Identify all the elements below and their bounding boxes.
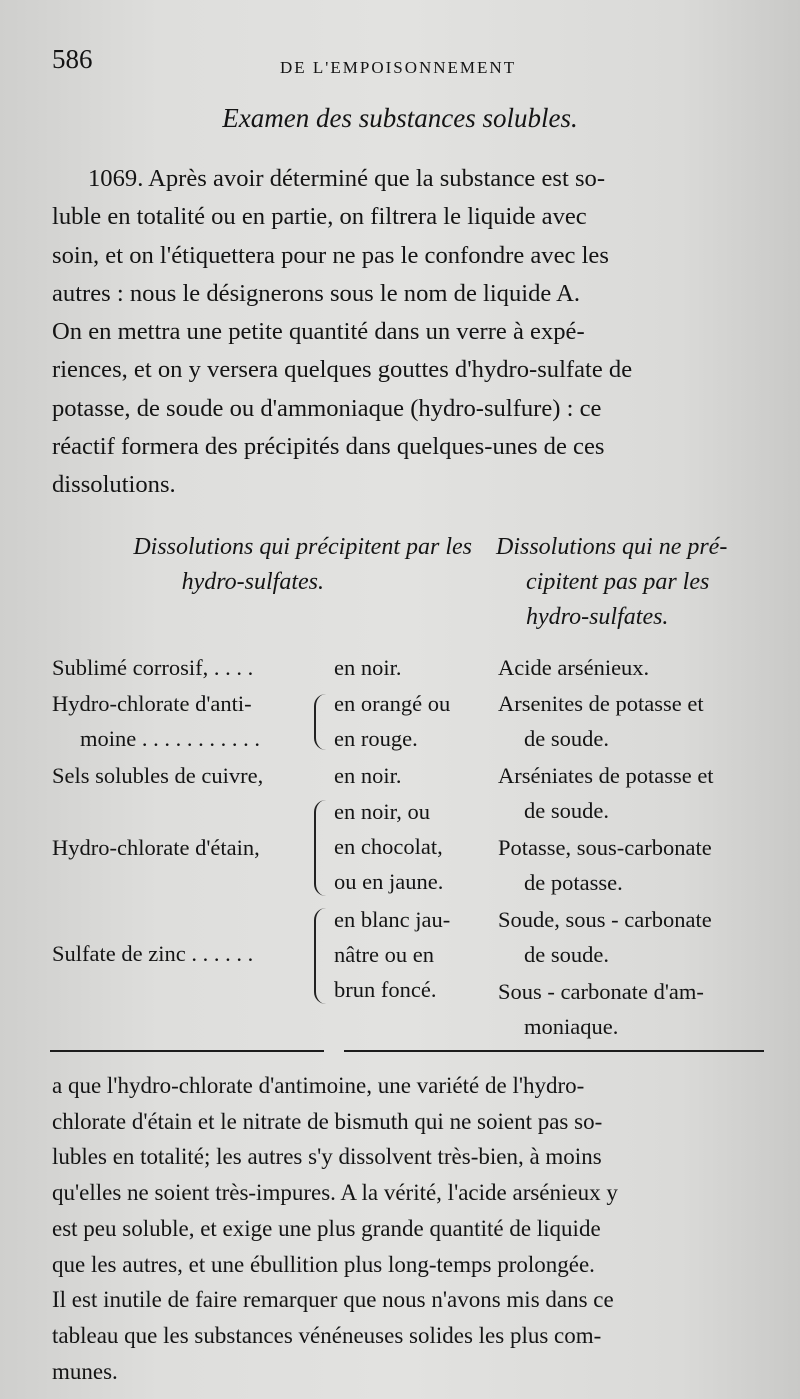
name-line: Hydro-chlorate d'anti- xyxy=(52,691,252,716)
precipitate-color: en noir. xyxy=(334,763,402,788)
text-line: autres : nous le désignerons sous le nom de liquide A. xyxy=(52,279,581,307)
non-precipitating-item xyxy=(498,974,762,1044)
item-line: Arséniates de potasse et xyxy=(498,763,714,788)
precipitate-color xyxy=(334,902,450,1007)
item-line: de soude. xyxy=(524,942,609,967)
text-line: riences, et on y versera quelques gouttes d'hydro-sulfate de xyxy=(52,356,633,384)
text-line: est peu soluble, et exige une plus grande quantité de liquide xyxy=(52,1215,601,1241)
text-line: qu'elles ne soient très-impures. A la vérité, l'acide arsénieux y xyxy=(52,1180,618,1206)
text-line: a que l'hydro-chlorate d'antimoine, une variété de l'hydro- xyxy=(52,1073,585,1098)
precipitate-color xyxy=(334,794,443,899)
text-line: lubles en totalité; les autres s'y dissolvent très-bien, à moins xyxy=(52,1144,602,1170)
item-line: Sous - carbonate d'am- xyxy=(498,979,704,1004)
page-number: 586 xyxy=(52,44,93,74)
substance-name: Sels solubles de cuivre, xyxy=(52,763,264,788)
non-precipitating-item xyxy=(498,686,762,756)
item-line: Soude, sous - carbonate xyxy=(498,907,712,932)
text-line: soin, et on l'étiquettera pour ne pas le confondre avec les xyxy=(52,241,609,269)
substance-name: Hydro-chlorate d'étain, xyxy=(52,835,260,860)
page-header xyxy=(52,40,760,90)
substance-name xyxy=(52,686,260,756)
non-precipitating-item xyxy=(498,758,762,828)
result-line: en noir, ou xyxy=(334,799,430,824)
precipitate-color xyxy=(334,686,450,756)
text-line: réactif formera des précipités dans quelques-unes de ces xyxy=(52,433,605,461)
substance-name: Sulfate de zinc . . . . . . xyxy=(52,941,254,966)
paragraph-continuation xyxy=(52,1068,758,1389)
brace xyxy=(314,800,326,896)
heading-line: Dissolutions qui précipitent par les xyxy=(133,534,472,560)
paragraph-1069 xyxy=(52,160,758,505)
result-line: en blanc jau- xyxy=(334,907,451,932)
text-line: que les autres, et une ébullition plus long-temps prolongée. xyxy=(52,1251,595,1277)
item-line: Arsenites de potasse et xyxy=(498,691,704,716)
heading-line: Dissolutions qui ne pré- xyxy=(496,534,728,560)
text-line: chlorate d'étain et le nitrate de bismuth qui ne soient pas so- xyxy=(52,1108,603,1134)
text-line: tableau que les substances vénéneuses solides les plus com- xyxy=(52,1322,602,1348)
result-line: ou en jaune. xyxy=(334,869,444,894)
text-line: On en mettra une petite quantité dans un verre à expé- xyxy=(52,318,585,346)
left-column-heading xyxy=(52,530,472,600)
non-precipitating-item xyxy=(498,902,762,972)
text-line: potasse, de soude ou d'ammoniaque (hydro-sulfure) : ce xyxy=(52,394,602,422)
section-title: Examen des substances solubles. xyxy=(222,103,578,133)
text-line: Il est inutile de faire remarquer que nous n'avons mis dans ce xyxy=(52,1287,614,1313)
heading-line: hydro-sulfates. xyxy=(181,569,324,595)
result-line: en rouge. xyxy=(334,726,418,751)
item-line: de soude. xyxy=(524,726,609,751)
result-line: en orangé ou xyxy=(334,691,451,716)
substance-name: Sublimé corrosif, . . . . xyxy=(52,655,254,680)
right-column-heading xyxy=(496,530,760,635)
item-line: de potasse. xyxy=(524,870,623,895)
item-line: moniaque. xyxy=(524,1014,619,1039)
running-title: DE L'EMPOISONNEMENT xyxy=(280,58,517,77)
divider-rule xyxy=(344,1050,764,1052)
heading-line: hydro-sulfates. xyxy=(526,604,669,630)
non-precipitating-item xyxy=(498,650,762,685)
text-line: dissolutions. xyxy=(52,471,176,499)
text-line: munes. xyxy=(52,1358,118,1384)
non-precipitating-item xyxy=(498,830,762,900)
name-line: moine . . . . . . . . . . . xyxy=(80,726,260,751)
result-line: en chocolat, xyxy=(334,834,443,859)
item-line: Acide arsénieux. xyxy=(498,655,650,680)
heading-line: cipitent pas par les xyxy=(526,569,710,595)
result-line: brun foncé. xyxy=(334,977,437,1002)
divider-rule xyxy=(50,1050,324,1052)
brace xyxy=(314,908,326,1004)
precipitate-color: en noir. xyxy=(334,655,402,680)
result-line: nâtre ou en xyxy=(334,942,434,967)
text-line: luble en totalité ou en partie, on filtrera le liquide avec xyxy=(52,203,587,231)
item-line: de soude. xyxy=(524,798,609,823)
brace xyxy=(314,694,326,750)
item-line: Potasse, sous-carbonate xyxy=(498,835,712,860)
text-line: 1069. Après avoir déterminé que la substance est so- xyxy=(88,165,606,192)
